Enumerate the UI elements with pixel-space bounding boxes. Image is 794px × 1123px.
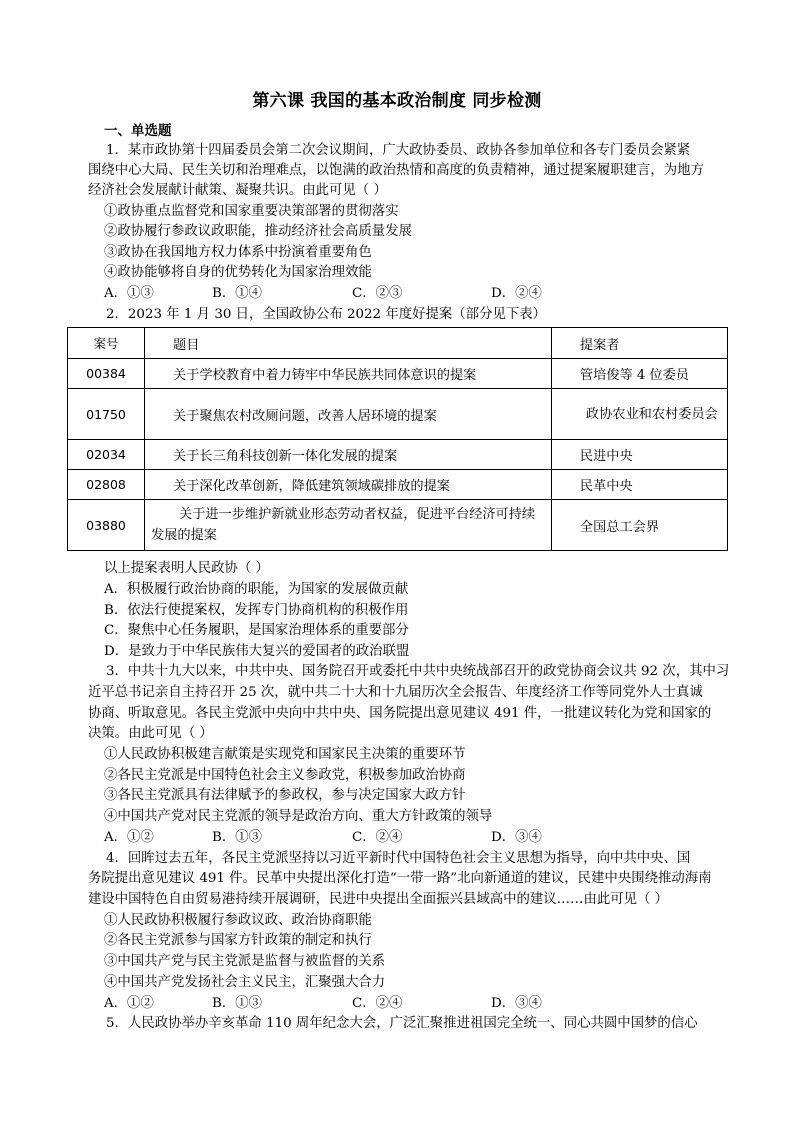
q4-options <box>104 994 744 1014</box>
q1-statement-3: ③政协在我国地方权力体系中扮演着重要角色 <box>104 245 372 260</box>
header-case-no: 案号 <box>68 328 145 359</box>
table-row <box>68 389 728 440</box>
q4-option-d[interactable]: D．③④ <box>491 996 542 1011</box>
q3-option-d[interactable]: D．③④ <box>491 830 542 845</box>
q3-statement-1: ①人民政协积极建言献策是实现党和国家民主决策的重要环节 <box>104 747 466 762</box>
page-title: 第六课 我国的基本政治制度 同步检测 <box>252 91 542 111</box>
q3-option-a[interactable]: A．①② <box>104 830 154 845</box>
cell-proposer: 管培俊等 4 位委员 <box>551 359 727 389</box>
cell-proposer: 民革中央 <box>551 470 727 500</box>
cell-topic: 关于长三角科技创新一体化发展的提案 <box>145 440 552 470</box>
q1-option-d[interactable]: D．②④ <box>491 286 542 301</box>
q3-statement-3: ③各民主党派具有法律赋予的参政权，参与决定国家大政方针 <box>104 788 466 803</box>
cell-topic: 关于学校教育中着力铸牢中华民族共同体意识的提案 <box>145 359 552 389</box>
q4-option-a[interactable]: A．①② <box>104 996 154 1011</box>
q1-options <box>104 284 744 304</box>
q4-statement-3: ③中国共产党与民主党派是监督与被监督的关系 <box>104 954 386 969</box>
cell-proposer: 政协农业和农村委员会 <box>551 389 727 440</box>
q3-text-line-3: 协商、听取意见。各民主党派中央向中共中央、国务院提出意见建议 491 件，一批建议转化为党和国家的 <box>88 706 712 721</box>
section-heading-single-choice: 一、单选题 <box>104 123 172 139</box>
header-proposer: 提案者 <box>551 328 727 359</box>
table-header-row <box>68 328 728 359</box>
q1-text-line-3: 经济社会发展献计献策、凝聚共识。由此可见（ ） <box>88 183 387 198</box>
table-row <box>68 359 728 389</box>
q3-text-line-4: 决策。由此可见（ ） <box>88 726 213 741</box>
q2-stem: 以上提案表明人民政协（ ） <box>104 561 269 576</box>
q3-option-b[interactable]: B．①③ <box>212 830 263 845</box>
q3-text-line-1: 3．中共十九大以来，中共中央、国务院召开或委托中共中央统战部召开的政党协商会议共 92 次，其中习 <box>106 664 730 679</box>
q1-statement-4: ④政协能够将自身的优势转化为国家治理效能 <box>104 265 372 280</box>
q3-options <box>104 828 744 848</box>
q4-option-b[interactable]: B．①③ <box>212 996 263 1011</box>
q1-option-c[interactable]: C．②③ <box>352 286 403 301</box>
q1-option-b[interactable]: B．①④ <box>212 286 263 301</box>
cell-topic: 关于进一步维护新就业形态劳动者权益，促进平台经济可持续发展的提案 <box>145 500 552 551</box>
cell-case-no: 02808 <box>68 470 145 500</box>
q1-text-line-2: 围绕中心大局、民生关切和治理难点，以饱满的政治热情和高度的负责精神，通过提案履职建言，为地方 <box>88 163 704 178</box>
q4-text-line-2: 务院提出意见建议 491 件。民革中央提出深化打造“一带一路”北向新通道的建议，民建中央围绕推动海南 <box>88 871 712 886</box>
q2-option-d[interactable]: D．是致力于中华民族伟大复兴的爱国者的政治联盟 <box>104 644 410 659</box>
q4-text-line-3: 建设中国特色自由贸易港持续开展调研，民进中央提出全面振兴县域高中的建议……由此可见（ ） <box>88 892 669 907</box>
q2-option-a[interactable]: A．积极履行政治协商的职能，为国家的发展做贡献 <box>104 582 409 597</box>
table-row <box>68 470 728 500</box>
q4-option-c[interactable]: C．②④ <box>352 996 403 1011</box>
cell-case-no: 01750 <box>68 389 145 440</box>
q4-statement-1: ①人民政协积极履行参政议政、政治协商职能 <box>104 913 372 928</box>
cell-case-no: 02034 <box>68 440 145 470</box>
q4-statement-2: ②各民主党派参与国家方针政策的制定和执行 <box>104 933 372 948</box>
header-topic: 题目 <box>145 328 552 359</box>
q1-option-a[interactable]: A．①③ <box>104 286 154 301</box>
q1-statement-1: ①政协重点监督党和国家重要决策部署的贯彻落实 <box>104 204 399 219</box>
q4-statement-4: ④中国共产党发扬社会主义民主，汇聚强大合力 <box>104 975 386 990</box>
q2-option-b[interactable]: B．依法行使提案权，发挥专门协商机构的积极作用 <box>104 603 409 618</box>
q3-statement-4: ④中国共产党对民主党派的领导是政治方向、重大方针政策的领导 <box>104 809 493 824</box>
q5-text-line-1: 5．人民政协举办辛亥革命 110 周年纪念大会，广泛汇聚推进祖国完全统一、同心共圆中国梦的信心 <box>106 1016 698 1031</box>
table-row <box>68 500 728 551</box>
q1-statement-2: ②政协履行参政议政职能，推动经济社会高质量发展 <box>104 224 412 239</box>
cell-topic: 关于深化改革创新，降低建筑领域碳排放的提案 <box>145 470 552 500</box>
q4-text-line-1: 4．回眸过去五年，各民主党派坚持以习近平新时代中国特色社会主义思想为指导，向中共中央、国 <box>106 851 691 866</box>
proposal-table <box>67 327 728 551</box>
table-row <box>68 440 728 470</box>
q3-statement-2: ②各民主党派是中国特色社会主义参政党，积极参加政治协商 <box>104 768 466 783</box>
cell-proposer: 全国总工会界 <box>551 500 727 551</box>
cell-topic: 关于聚焦农村改厕问题，改善人居环境的提案 <box>145 389 552 440</box>
cell-proposer: 民进中央 <box>551 440 727 470</box>
q2-intro: 2．2023 年 1 月 30 日，全国政协公布 2022 年度好提案（部分见下表） <box>106 307 547 322</box>
q2-option-c[interactable]: C．聚焦中心任务履职，是国家治理体系的重要部分 <box>104 623 409 638</box>
q3-text-line-2: 近平总书记亲自主持召开 25 次，就中共二十大和十九届历次全会报告、年度经济工作等同党外人士真诚 <box>88 685 703 700</box>
q3-option-c[interactable]: C．②④ <box>352 830 403 845</box>
q1-text-line-1: 1．某市政协第十四届委员会第二次会议期间，广大政协委员、政协各参加单位和各专门委员会紧紧 <box>106 143 691 158</box>
cell-case-no: 00384 <box>68 359 145 389</box>
cell-case-no: 03880 <box>68 500 145 551</box>
